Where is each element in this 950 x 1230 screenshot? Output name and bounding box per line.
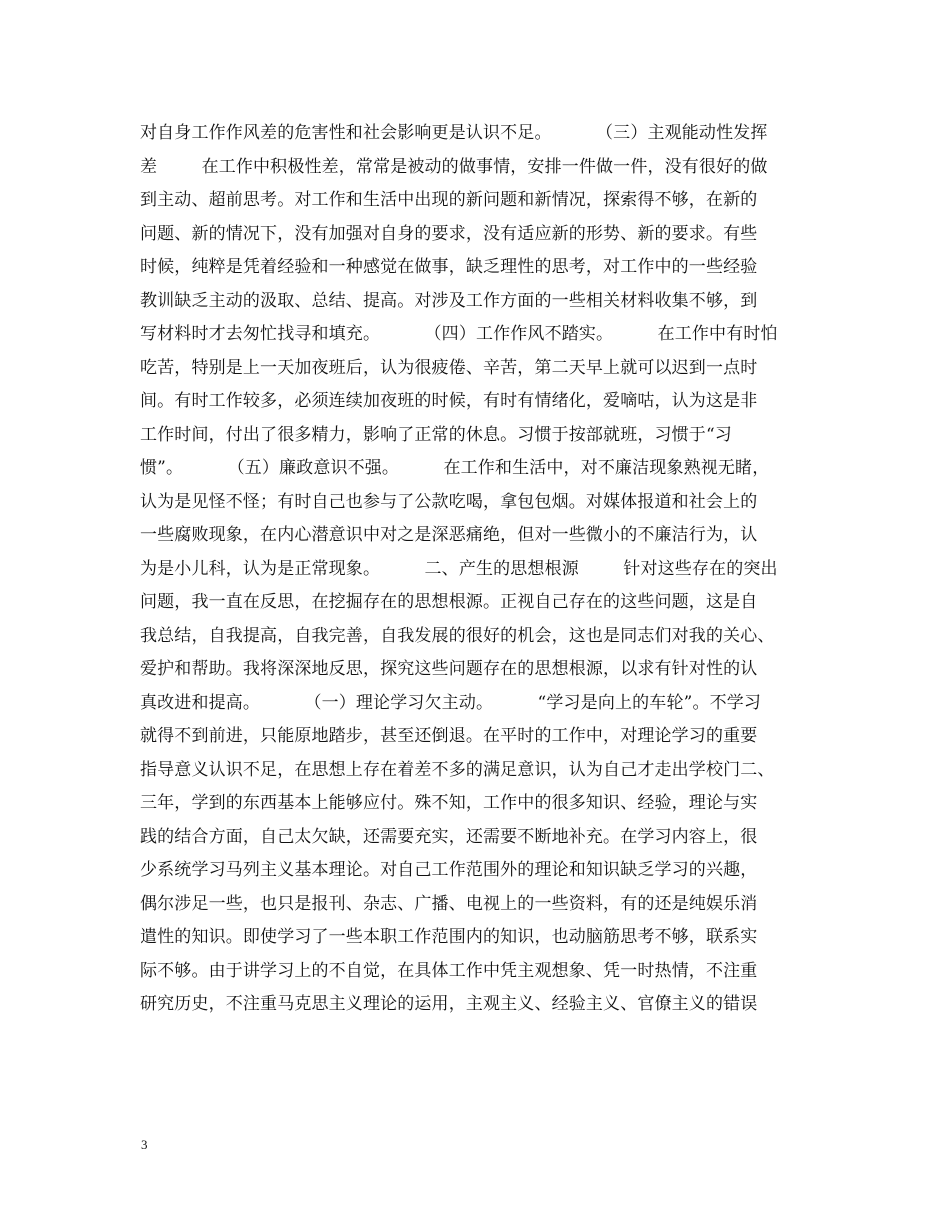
body-text	[140, 117, 830, 1022]
text-line: 差 在工作中积极性差，常常是被动的做事情，安排一件做一件，没有很好的做	[140, 156, 768, 177]
text-line: 问题，我一直在反思，在挖掘存在的思想根源。正视自己存在的这些问题，这是自	[140, 592, 758, 612]
text-line: 工作时间，付出了很多精力，影响了正常的休息。习惯于按部就班，习惯于“习	[140, 424, 732, 445]
page-number: 3	[141, 1137, 148, 1152]
text-line: 研究历史，不注重马克思主义理论的运用，主观主义、经验主义、官僚主义的错误	[140, 994, 758, 1014]
text-line: 爱护和帮助。我将深深地反思，探究这些问题存在的思想根源，以求有针对性的认	[140, 659, 758, 679]
text-line: 问题、新的情况下，没有加强对自身的要求，没有适应新的形势、新的要求。有些	[140, 223, 758, 244]
text-line: 三年，学到的东西基本上能够应付。殊不知，工作中的很多知识、经验，理论与实	[140, 793, 758, 813]
text-line: 惯”。 （五）廉政意识不强。 在工作和生活中，对不廉洁现象熟视无睹，	[140, 458, 770, 478]
text-line: 遣性的知识。即使学习了一些本职工作范围内的知识，也动脑筋思考不够，联系实	[140, 927, 758, 947]
text-line: 少系统学习马列主义基本理论。对自己工作范围外的理论和知识缺乏学习的兴趣，	[140, 860, 758, 880]
text-line: 一些腐败现象，在内心潜意识中对之是深恶痛绝，但对一些微小的不廉洁行为，认	[140, 525, 758, 545]
text-line: 偶尔涉足一些，也只是报刊、杂志、广播、电视上的一些资料，有的还是纯娱乐消	[140, 893, 758, 914]
text-line: 时候，纯粹是凭着经验和一种感觉在做事，缺乏理性的思考，对工作中的一些经验	[140, 257, 758, 277]
text-line: 指导意义认识不足，在思想上存在着差不多的满足意识，认为自己才走出学校门二、	[140, 759, 775, 780]
text-line: 吃苦，特别是上一天加夜班后，认为很疲倦、辛苦，第二天早上就可以迟到一点时	[140, 357, 758, 378]
text-line: 写材料时才去匆忙找寻和填充。 （四）工作作风不踏实。 在工作中有时怕	[140, 324, 778, 344]
text-line: 际不够。由于讲学习上的不自觉，在具体工作中凭主观想象、凭一时热情，不注重	[140, 960, 758, 981]
text-line: 践的结合方面，自己太欠缺，还需要充实，还需要不断地补充。在学习内容上，很	[140, 826, 758, 847]
text-line: 教训缺乏主动的汲取、总结、提高。对涉及工作方面的一些相关材料收集不够，到	[140, 290, 758, 311]
text-line: 到主动、超前思考。对工作和生活中出现的新问题和新情况，探索得不够，在新的	[140, 190, 758, 210]
text-line: 真改进和提高。 （一）理论学习欠主动。 “学习是向上的车轮”。不学习	[140, 692, 762, 713]
text-line: 间。有时工作较多，必须连续加夜班的时候，有时有情绪化，爱嘀咕，认为这是非	[140, 391, 758, 411]
text-line: 我总结，自我提高，自我完善，自我发展的很好的机会，这也是同志们对我的关心、	[140, 625, 775, 646]
text-line: 对自身工作作风差的危害性和社会影响更是认识不足。 （三）主观能动性发挥	[140, 123, 768, 143]
text-line: 为是小儿科，认为是正常现象。 二、产生的思想根源 针对这些存在的突出	[140, 558, 778, 579]
text-line: 认为是见怪不怪；有时自己也参与了公款吃喝，拿包包烟。对媒体报道和社会上的	[140, 491, 758, 512]
text-line: 就得不到前进，只能原地踏步，甚至还倒退。在平时的工作中，对理论学习的重要	[140, 726, 758, 746]
